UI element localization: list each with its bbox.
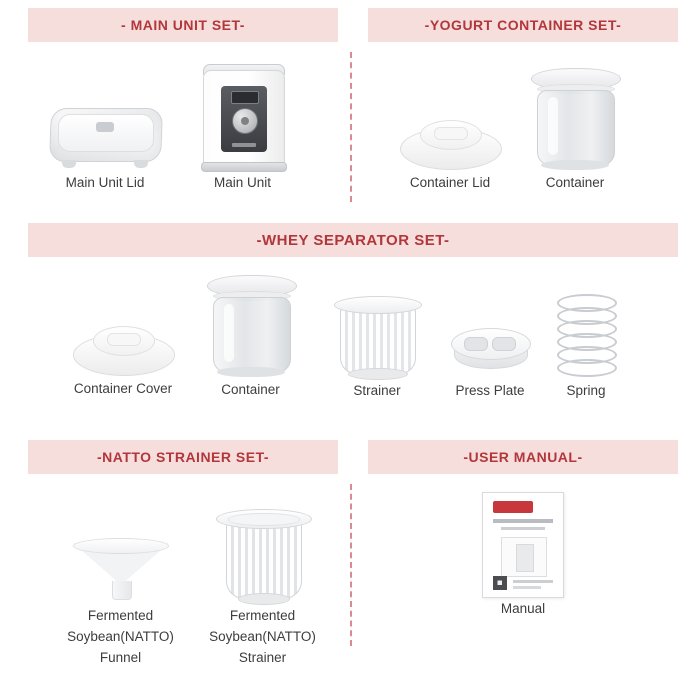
yogurt-container-illustration — [515, 58, 635, 172]
natto-strainer-shape — [216, 509, 310, 605]
funnel-neck — [112, 581, 132, 600]
appliance-shape — [197, 62, 289, 172]
manual-illustration — [463, 486, 583, 598]
divider-row3 — [350, 484, 352, 646]
manual-logo — [493, 501, 533, 513]
appliance-control-panel — [221, 86, 267, 152]
strainer-illustration — [332, 296, 422, 380]
cover-shape — [73, 322, 173, 378]
lid-knob — [96, 122, 114, 132]
press-plate-illustration — [444, 320, 536, 380]
natto-strainer-foot — [238, 593, 290, 605]
caption-natto-funnel-line2: Soybean(NATTO) — [67, 629, 174, 644]
strainer-rim — [334, 296, 422, 314]
item-container-cover — [58, 300, 188, 399]
manual-qr-code — [493, 576, 507, 590]
caption-strainer: Strainer — [353, 383, 401, 398]
funnel-rim — [73, 538, 169, 554]
appliance-brand-mark — [232, 143, 256, 147]
lid-foot-left — [62, 160, 76, 168]
natto-strainer-illustration — [195, 500, 330, 605]
caption-main-unit-lid: Main Unit Lid — [65, 175, 145, 190]
item-press-plate — [444, 320, 536, 401]
caption-natto-strainer-line2: Soybean(NATTO) — [209, 629, 316, 644]
section-banner-yogurt-container-set — [368, 8, 678, 42]
item-container-lid — [385, 70, 515, 193]
spring-shape — [557, 294, 615, 380]
manual-subtitle-line — [501, 527, 545, 530]
item-manual — [463, 486, 583, 619]
strainer-foot — [348, 368, 408, 380]
funnel-shape — [73, 543, 169, 605]
oval-lid-shape — [400, 116, 500, 172]
section-title-main-unit-set: - MAIN UNIT SET- — [121, 17, 245, 33]
natto-strainer-inner-ring — [228, 513, 300, 526]
caption-spring: Spring — [566, 383, 606, 398]
caption-yogurt-container: Container — [545, 175, 605, 190]
appliance-dial — [232, 108, 258, 134]
manual-footer-line-1 — [513, 580, 553, 583]
caption-natto-strainer-line3: Strainer — [238, 650, 287, 665]
container-lid-illustration — [385, 70, 515, 172]
manual-cover-image — [501, 537, 547, 577]
caption-natto-funnel-line3: Funnel — [99, 650, 142, 665]
strainer-basket-shape — [334, 296, 420, 380]
whey-container-jar — [213, 297, 291, 373]
section-title-user-manual: -USER MANUAL- — [463, 449, 583, 465]
press-plate-slot-left — [464, 337, 488, 351]
section-title-whey-separator-set: -WHEY SEPARATOR SET- — [256, 231, 450, 249]
caption-whey-container: Container — [221, 382, 280, 397]
section-banner-user-manual — [368, 440, 678, 474]
main-unit-illustration — [175, 56, 310, 172]
section-banner-main-unit-set — [28, 8, 338, 42]
item-natto-strainer — [195, 500, 330, 668]
appliance-base — [201, 162, 287, 172]
natto-funnel-illustration — [53, 530, 188, 605]
lid-foot-right — [134, 160, 148, 168]
main-unit-lid-illustration — [40, 62, 170, 172]
caption-main-unit: Main Unit — [213, 175, 272, 190]
lid-tray-shape — [46, 102, 164, 172]
strainer-wall — [340, 306, 416, 374]
press-plate-shape — [451, 328, 529, 380]
divider-row1 — [350, 52, 352, 202]
whey-container-illustration — [193, 279, 308, 379]
appliance-display — [231, 91, 259, 104]
cover-grip-tab — [107, 333, 141, 346]
lid-grip-tab — [434, 127, 468, 140]
item-yogurt-container — [515, 58, 635, 193]
item-main-unit-lid — [40, 62, 170, 193]
caption-natto-funnel-line1: Fermented — [87, 608, 154, 623]
container-cover-illustration — [58, 300, 188, 378]
section-title-natto-strainer-set: -NATTO STRAINER SET- — [96, 449, 270, 465]
item-spring — [546, 292, 626, 401]
cylinder-container-shape — [529, 68, 621, 172]
caption-natto-strainer-line1: Fermented — [229, 608, 296, 623]
item-main-unit — [175, 56, 310, 193]
manual-footer-line-2 — [513, 586, 541, 589]
container-jar — [537, 90, 615, 166]
caption-press-plate: Press Plate — [455, 383, 525, 398]
item-strainer — [332, 296, 422, 401]
section-title-yogurt-container-set: -YOGURT CONTAINER SET- — [424, 17, 622, 33]
caption-container-lid: Container Lid — [409, 175, 491, 190]
press-plate-top — [451, 328, 531, 360]
section-banner-natto-strainer-set — [28, 440, 338, 474]
section-banner-whey-separator-set — [28, 223, 678, 257]
manual-title-line — [493, 519, 553, 523]
whey-container-bottom — [217, 367, 285, 377]
item-whey-container — [193, 279, 308, 400]
spring-illustration — [546, 292, 626, 380]
manual-booklet-shape — [482, 492, 564, 598]
press-plate-slot-right — [492, 337, 516, 351]
whey-cylinder-shape — [205, 275, 297, 379]
item-natto-funnel — [53, 530, 188, 668]
natto-strainer-wall — [226, 521, 302, 599]
container-bottom — [541, 160, 609, 170]
spring-coil-6 — [557, 359, 617, 377]
caption-container-cover: Container Cover — [73, 381, 173, 396]
lid-inner-plate — [58, 114, 154, 152]
caption-manual: Manual — [500, 601, 546, 616]
